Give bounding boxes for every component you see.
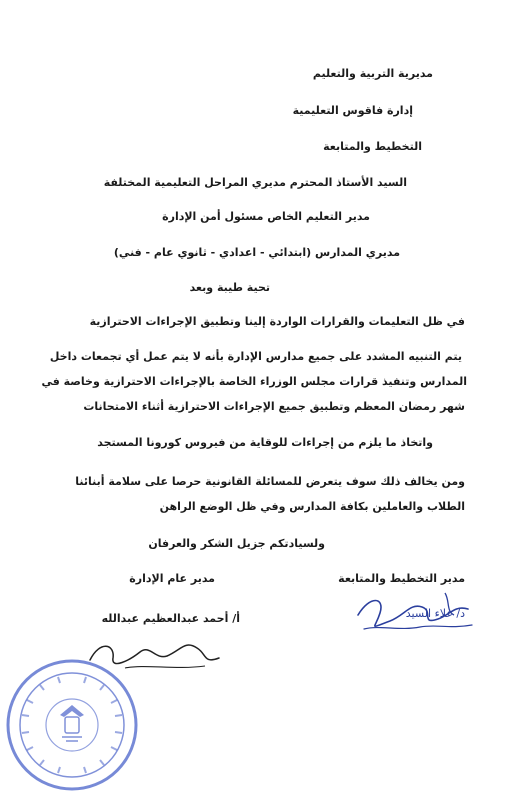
- body-paragraph-3-line-1: ومن يخالف ذلك سوف يتعرض للمسائلة القانونية حرصا على سلامة أبنائنا: [75, 475, 465, 488]
- header-directorate: مديرية التربية والتعليم: [312, 67, 433, 80]
- body-paragraph-1-line-2: المدارس وتنفيذ قرارات مجلس الوزراء الخاصة بالإجراءات الاحترازية وخاصة في: [41, 375, 467, 388]
- signature-left-title: مدير عام الإدارة: [129, 572, 215, 585]
- body-paragraph-2: واتخاذ ما يلزم من إجراءات للوقاية من فيروس كورونا المستجد: [97, 436, 433, 449]
- closing-line: ولسيادتكم جزيل الشكر والعرفان: [148, 537, 325, 550]
- header-department: التخطيط والمتابعة: [323, 140, 422, 153]
- body-paragraph-3-line-2: الطلاب والعاملين بكافة المدارس وفي ظل الوضع الراهن: [159, 500, 465, 513]
- body-paragraph-1-line-3: شهر رمضان المعظم وتطبيق جميع الإجراءات الاحترازية أثناء الامتحانات: [83, 400, 465, 413]
- body-paragraph-1-line-1: يتم التنبيه المشدد على جميع مدارس الإدارة بأنه لا يتم عمل أي تجمعات داخل: [49, 350, 462, 363]
- addressee-line-1: السيد الأستاذ المحترم مديري المراحل التعليمية المختلفة: [103, 176, 407, 189]
- signature-right-title: مدير التخطيط والمتابعة: [338, 572, 465, 585]
- addressee-line-2: مدير التعليم الخاص مسئول أمن الإدارة: [162, 210, 370, 223]
- signature-left-name: أ/ أحمد عبدالعظيم عبدالله: [101, 612, 240, 625]
- addressee-line-3: مديري المدارس (ابتدائي - اعدادي - ثانوي عام - فني): [113, 246, 400, 259]
- official-stamp: [2, 655, 142, 795]
- greeting: تحية طيبة وبعد: [189, 281, 270, 294]
- body-intro: في ظل التعليمات والقرارات الواردة إلينا وتطبيق الإجراءات الاحترازية: [89, 315, 465, 328]
- header-administration: إدارة فاقوس التعليمية: [292, 104, 413, 117]
- signature-right-name: د/ علاء السيد: [405, 607, 465, 620]
